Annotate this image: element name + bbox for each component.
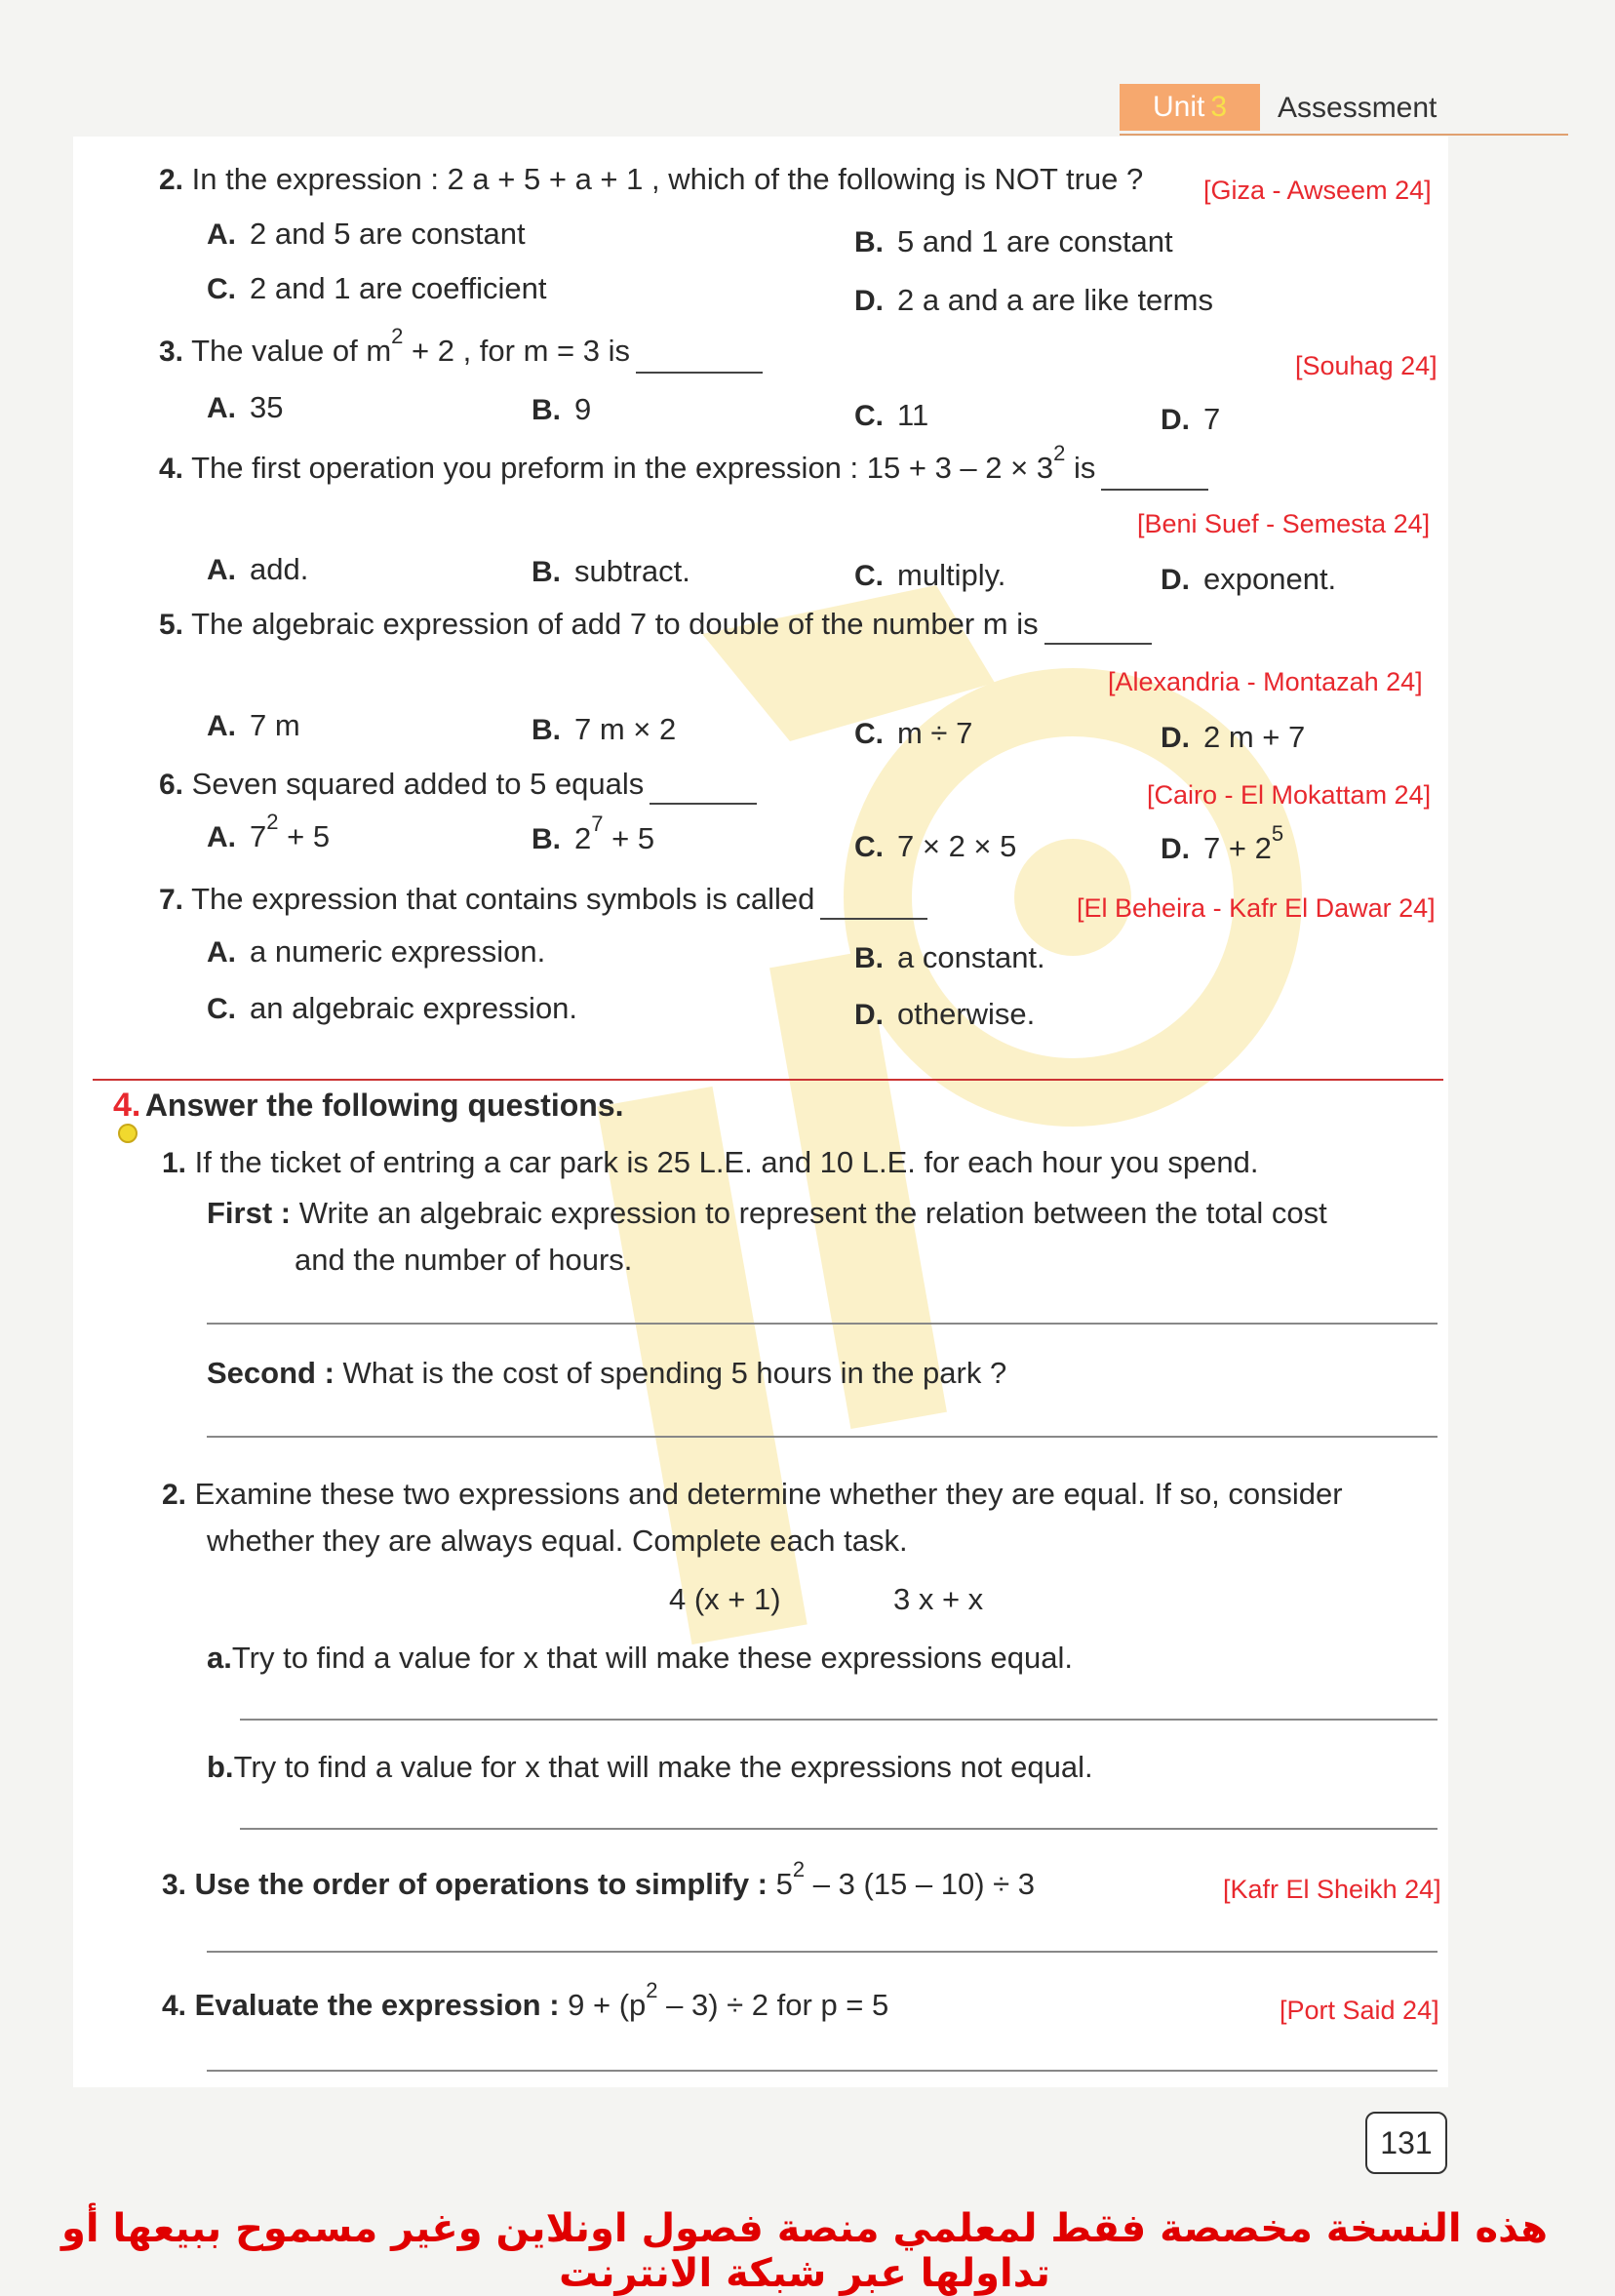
bullet-icon xyxy=(118,1124,138,1143)
s4-q1-second: Second : What is the cost of spending 5 hours in the park ? xyxy=(207,1356,1007,1390)
footer-notice: هذه النسخة مخصصة فقط لمعلمي منصة فصول اونلاين وغير مسموح ببيعها أو تداولها عبر شبكة الانترنت xyxy=(61,2206,1548,2296)
unit-number: 3 xyxy=(1210,91,1228,123)
option-b[interactable]: B. 7 m × 2 xyxy=(532,712,677,746)
option-b[interactable]: B. $2^7 + 5$ xyxy=(532,812,655,855)
expression-1: 4 (x + 1) xyxy=(669,1582,781,1616)
source-tag: [Giza - Awseem 24] xyxy=(1203,176,1432,205)
option-b[interactable]: B. subtract. xyxy=(532,554,690,588)
answer-line[interactable] xyxy=(240,1828,1438,1830)
option-a[interactable]: A. $7^2 + 5$ xyxy=(207,810,331,853)
question-4: 4. The first operation you preform in the expression : $15 + 3 - 2 \times 3^2$ is xyxy=(159,449,1208,491)
answer-blank[interactable] xyxy=(1044,623,1152,645)
s4-question-4: 4. Evaluate the expression : $9 + (p^2 - 3) \div 2$ for p = 5 xyxy=(162,1978,889,2022)
s4-question-1: 1. If the ticket of entring a car park is 25 L.E. and 10 L.E. for each hour you spend. xyxy=(162,1145,1259,1179)
option-a[interactable]: A. 35 xyxy=(207,390,284,424)
option-d[interactable]: D. 2 a and a are like terms xyxy=(854,283,1213,317)
answer-blank[interactable] xyxy=(1101,469,1208,491)
source-tag: [Cairo - El Mokattam 24] xyxy=(1147,780,1432,810)
source-tag: [Beni Suef - Semesta 24] xyxy=(1137,509,1431,538)
option-a[interactable]: A. add. xyxy=(207,552,309,586)
answer-blank[interactable] xyxy=(820,898,927,920)
option-c[interactable]: C. 2 and 1 are coefficient xyxy=(207,271,547,305)
option-b[interactable]: B. 9 xyxy=(532,392,592,426)
option-d[interactable]: D. $7 + 2^5$ xyxy=(1161,821,1284,865)
question-6: 6. Seven squared added to 5 equals xyxy=(159,765,757,805)
option-b[interactable]: B. 5 and 1 are constant xyxy=(854,224,1173,258)
question-2: 2. In the expression : 2 a + 5 + a + 1 , which of the following is NOT true ? xyxy=(159,162,1144,196)
unit-badge xyxy=(1120,84,1260,131)
source-tag: [Alexandria - Montazah 24] xyxy=(1108,667,1423,696)
source-tag: [El Beheira - Kafr El Dawar 24] xyxy=(1077,893,1436,923)
s4-q1-first: First : Write an algebraic expression to represent the relation between the total cost xyxy=(207,1196,1327,1230)
s4-question-2: 2. Examine these two expressions and determine whether they are equal. If so, consider xyxy=(162,1477,1343,1511)
source-tag: [Kafr El Sheikh 24] xyxy=(1223,1875,1441,1904)
s4-question-3: 3. Use the order of operations to simplify : $5^2 - 3$ (15 – 10) ÷ 3 xyxy=(162,1857,1036,1901)
option-d[interactable]: D. 2 m + 7 xyxy=(1161,720,1306,754)
answer-blank[interactable] xyxy=(636,352,763,374)
s4-q1-first-cont: and the number of hours. xyxy=(295,1243,633,1277)
option-d[interactable]: D. exponent. xyxy=(1161,562,1337,596)
option-a[interactable]: A. 7 m xyxy=(207,708,300,742)
question-7: 7. The expression that contains symbols is called xyxy=(159,880,927,920)
section-divider xyxy=(93,1079,1443,1081)
option-d[interactable]: D. otherwise. xyxy=(854,997,1036,1031)
expression-2: 3 x + x xyxy=(893,1582,984,1616)
question-3: 3. The value of $m^2 + 2$ , for m = 3 is xyxy=(159,332,763,374)
option-c[interactable]: C. an algebraic expression. xyxy=(207,991,578,1025)
answer-line[interactable] xyxy=(207,1323,1438,1325)
unit-label: Unit xyxy=(1152,91,1205,123)
s4-q2-b: b.Try to find a value for x that will make the expressions not equal. xyxy=(207,1750,1093,1784)
answer-blank[interactable] xyxy=(650,783,757,805)
option-c[interactable]: C. 7 × 2 × 5 xyxy=(854,829,1017,863)
option-a[interactable]: A. 2 and 5 are constant xyxy=(207,217,526,251)
option-c[interactable]: C. m ÷ 7 xyxy=(854,716,973,750)
question-5: 5. The algebraic expression of add 7 to double of the number m is xyxy=(159,605,1152,645)
source-tag: [Souhag 24] xyxy=(1295,351,1438,380)
option-a[interactable]: A. a numeric expression. xyxy=(207,934,546,969)
s4-q2-cont: whether they are always equal. Complete each task. xyxy=(207,1524,908,1558)
option-c[interactable]: C. 11 xyxy=(854,398,929,432)
page-number: 131 xyxy=(1365,2112,1447,2174)
section-heading: Assessment xyxy=(1278,92,1438,124)
answer-line[interactable] xyxy=(240,1719,1438,1721)
source-tag: [Port Said 24] xyxy=(1280,1996,1439,2025)
option-b[interactable]: B. a constant. xyxy=(854,940,1045,974)
s4-q2-a: a.Try to find a value for x that will make these expressions equal. xyxy=(207,1641,1073,1675)
option-d[interactable]: D. 7 xyxy=(1161,402,1221,436)
section-4-heading: 4. Answer the following questions. xyxy=(113,1087,624,1124)
answer-line[interactable] xyxy=(207,1436,1438,1438)
answer-line[interactable] xyxy=(207,1951,1438,1953)
header-rule xyxy=(1120,134,1568,136)
answer-line[interactable] xyxy=(207,2070,1438,2072)
option-c[interactable]: C. multiply. xyxy=(854,558,1006,592)
